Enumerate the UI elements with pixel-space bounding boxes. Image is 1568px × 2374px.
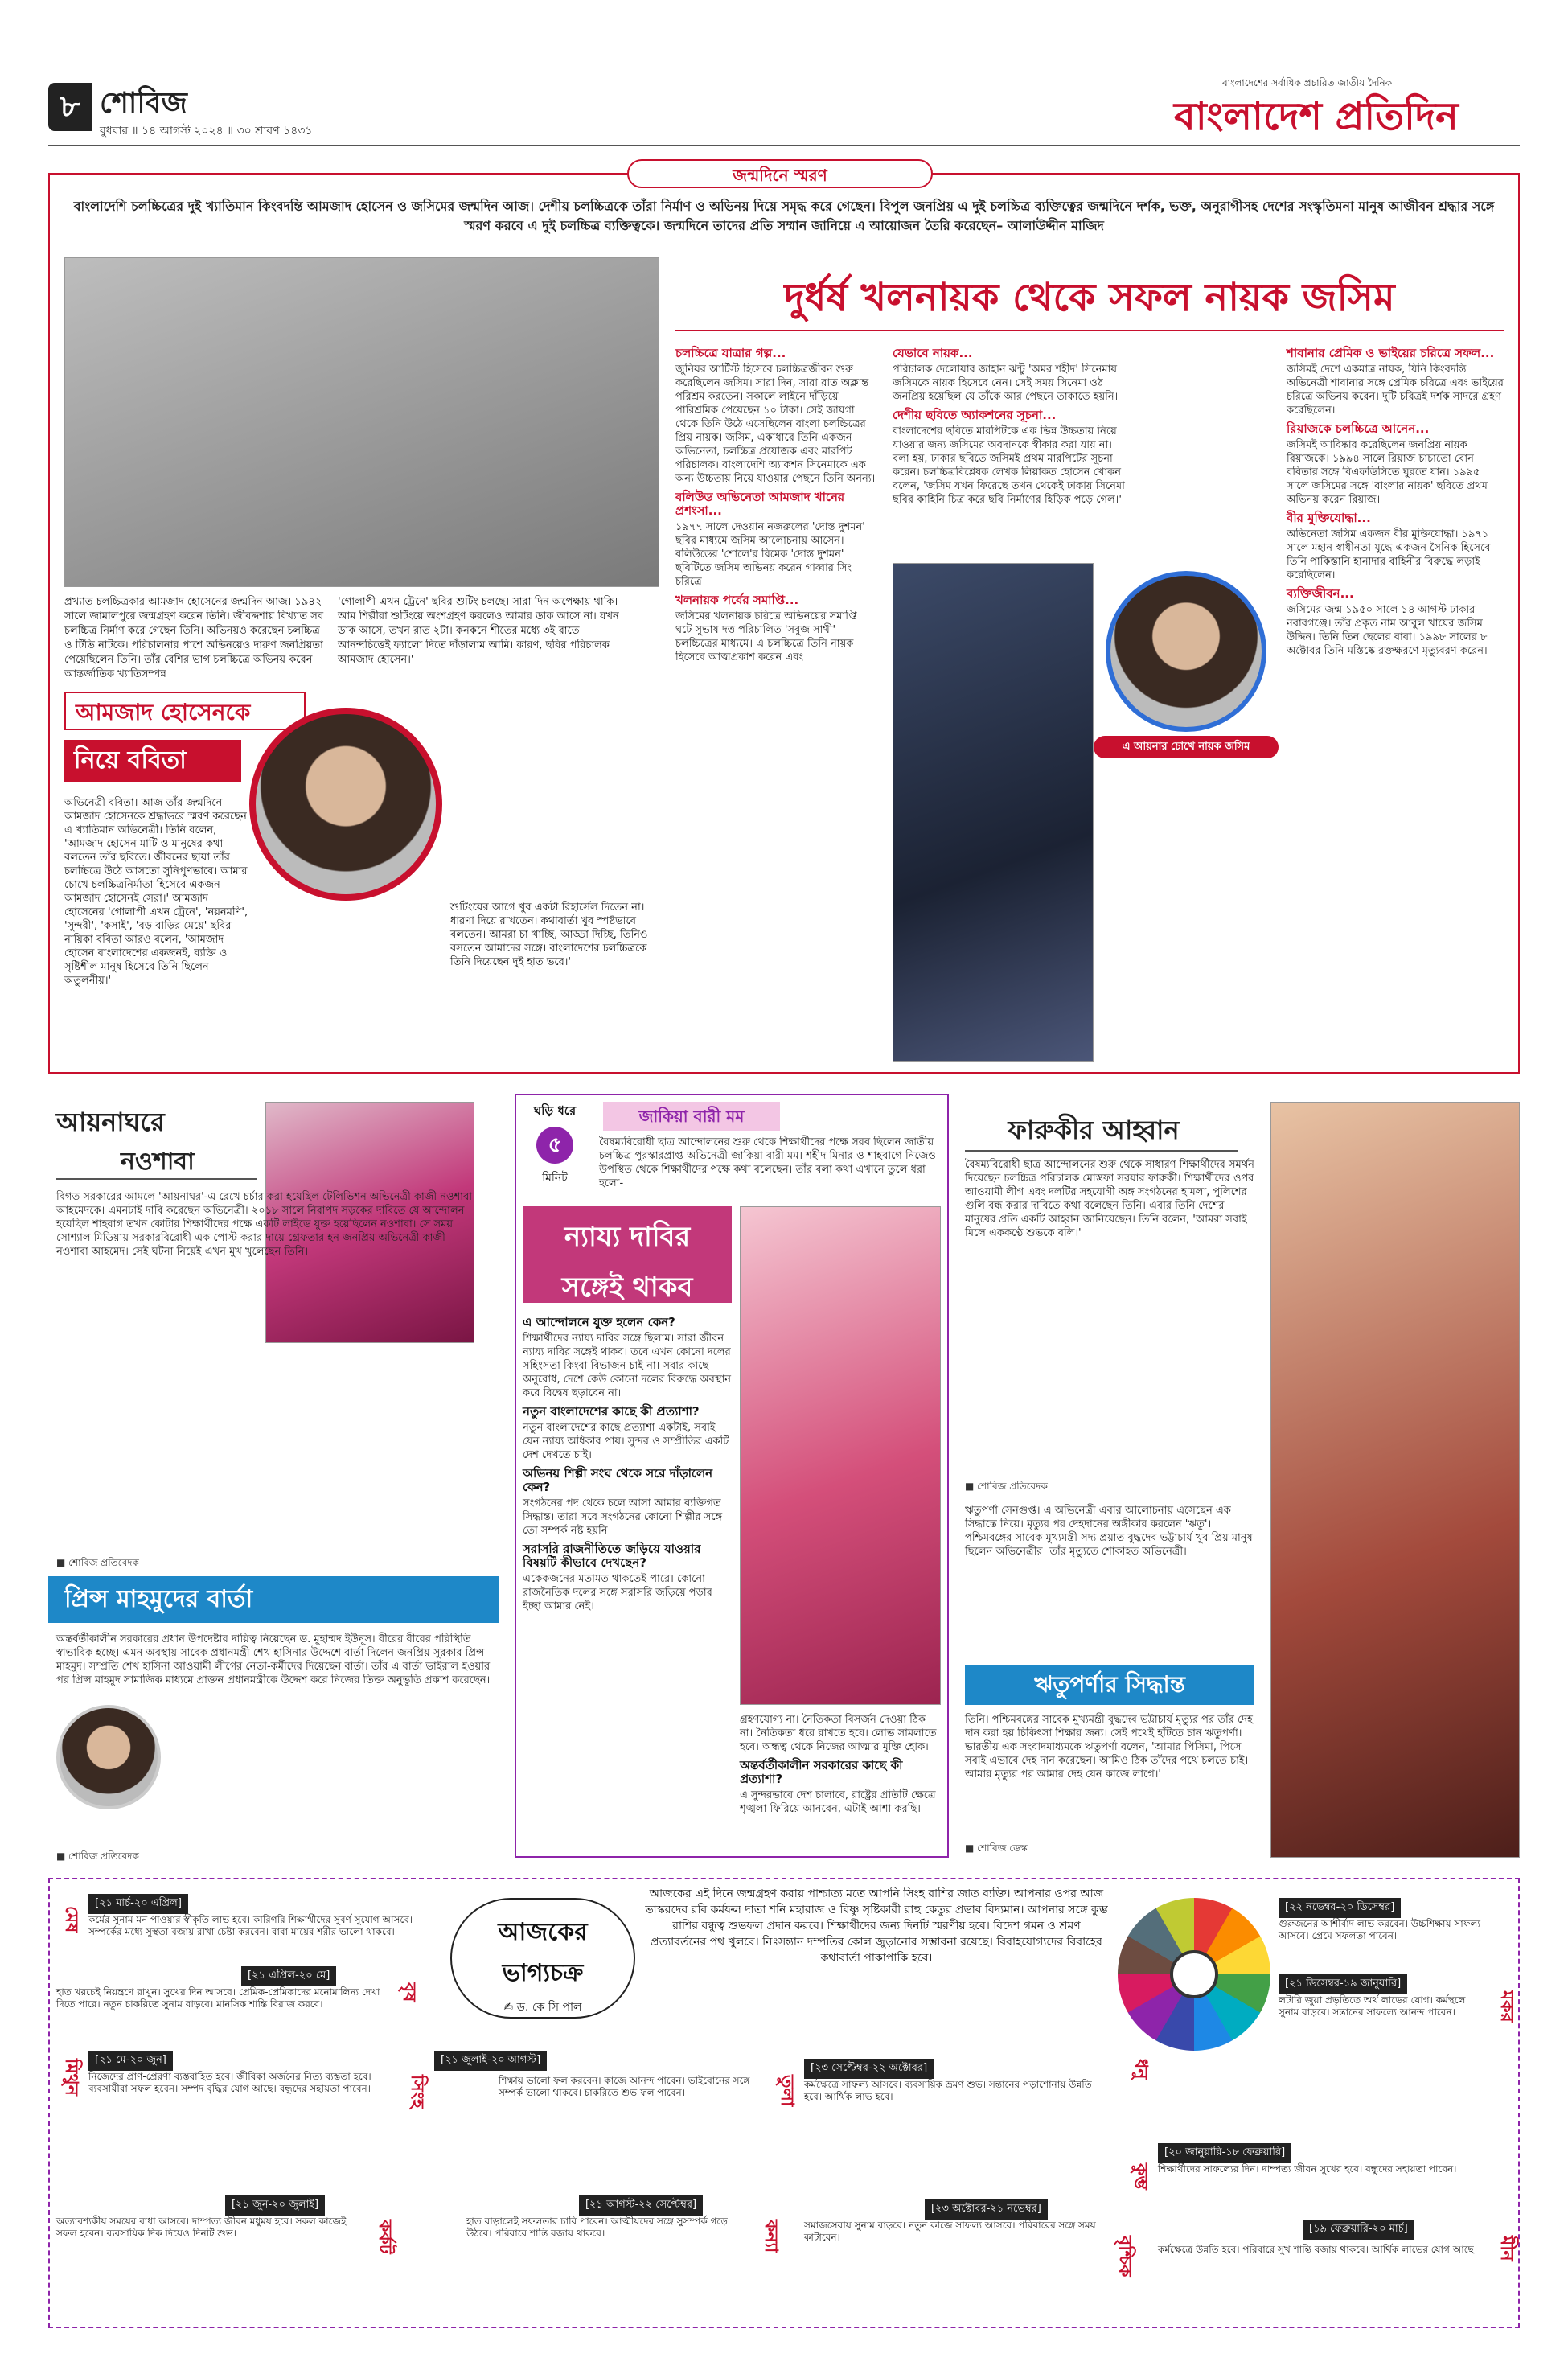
sign-text-pisces: কর্মক্ষেত্রে উন্নতি হবে। পরিবারে সুখ শান্তি বজায় থাকবে। আর্থিক লাভের যোগ আছে। xyxy=(1158,2244,1478,2255)
farukee-title: ফারুকীর আহ্বান xyxy=(1008,1115,1180,1145)
sign-name-capricorn: মকর xyxy=(1496,1990,1517,2023)
timer-label: ঘড়ি ধরে xyxy=(533,1103,577,1118)
jasim-s1-title: চলচ্চিত্রে যাত্রার গল্প... xyxy=(675,346,786,360)
sign-name-pisces: মীন xyxy=(1496,2236,1517,2261)
sign-dates-virgo: [২১ আগস্ট-২২ সেপ্টেম্বর] xyxy=(579,2195,703,2216)
header-rule xyxy=(48,145,1520,146)
sign-text-capricorn: লটারি জুয়া প্রভৃতিতে অর্থ লাভের যোগ। কর্মস্থলে সুনাম বাড়বে। সন্তানের সাফল্যে আনন্দ পাবেন। xyxy=(1279,1994,1466,2018)
jasim-column-3 xyxy=(1287,342,1504,661)
page-header xyxy=(48,76,1520,141)
sign-text-virgo: হাত বাড়ালেই সফলতার চাবি পাবেন। আত্মীয়দের সঙ্গে সুসম্পর্ক গড়ে উঠবে। পরিবারে শান্তি বজায় থাকবে। xyxy=(466,2216,728,2239)
zakia-q5: অন্তর্বর্তীকালীন সরকারের কাছে কী প্রত্যাশা? xyxy=(740,1758,903,1786)
zakia-a5-prev: গ্রহণযোগ্য না। নৈতিকতা বিসর্জন দেওয়া ঠিক না। নৈতিকতা ধরে রাখতে হবে। লোভ সামলাতে হবে। অন্ধত্ব থেকে নিজের আত্মার মুক্তি হোক। xyxy=(740,1714,937,1753)
sign-name-scorpio: বৃশ্চিক xyxy=(1114,2236,1135,2277)
jasim-s7-title: রিয়াজকে চলচ্চিত্রে আনেন... xyxy=(1287,421,1430,436)
page-number-badge: ৮ xyxy=(48,83,92,131)
farukee-credit: ■ শোবিজ প্রতিবেদক xyxy=(965,1481,1048,1492)
sign-dates-capricorn: [২১ ডিসেম্বর-১৯ জানুয়ারি] xyxy=(1279,1974,1407,1994)
horoscope-intro: আজকের এই দিনে জন্মগ্রহণ করায় পাশ্চাত্য মতে আপনি সিংহ রাশির জাত ব্যক্তি। আপনার ওপর আজ ভাস্করদেব রবি কর্মফল দাতা শনি মহারাজ ও বিষ্ণু সৃষ্টিকারী রাহু কেতুর প্রভাব বিদ্যমান। আপনার সঙ্গে কুম্ভ রাশির বন্ধুত্ব শুভফল প্রদান করবে। শিক্ষার্থীদের জন্য দিনটি স্মরণীয় হবে। বিদেশ গমন ও শ্রমণ প্রত্যাবর্তনের পথ খুলবে। নিঃসন্তান দম্পতির কোল জুড়ানোর সম্ভাবনা রয়েছে। বিবাহযোগ্যদের বিবাহের কথাবার্তা পাকাপাকি হবে। xyxy=(645,1887,1108,1965)
sign-name-cancer: কর্কট xyxy=(375,2220,395,2254)
ayna-title-1: আয়নাঘরে xyxy=(56,1107,165,1137)
prince-title: প্রিন্স মাহমুদের বার্তা xyxy=(48,1576,499,1623)
sign-text-cancer: অত্যাবশ্যকীয় সময়ের বাধা আসবে। দাম্পত্য জীবন মধুময় হবে। সকল কাজেই সফল হবেন। ব্যবসায়িক দিক দিয়েও দিনটি শুভ। xyxy=(56,2216,347,2239)
zakia-photo xyxy=(740,1206,941,1705)
horoscope-title-box xyxy=(450,1898,635,2019)
tribute-intro: বাংলাদেশি চলচ্চিত্রের দুই খ্যাতিমান কিংবদন্তি আমজাদ হোসেন ও জসিমের জন্মদিন আজ। দেশীয় চলচ্চিত্রকে তাঁরা নির্মাণ ও অভিনয় দিয়ে সমৃদ্ধ করে গেছেন। বিপুল জনপ্রিয় এ দুই চলচ্চিত্র ব্যক্তিত্বের জন্মদিনে দর্শক, ভক্ত, অনুরাগীসহ দেশের সংস্কৃতিমনা মানুষ আজীবন শ্রদ্ধার সঙ্গে স্মরণ করবে এ দুই চলচ্চিত্র ব্যক্তিত্বকে। জন্মদিনে তাদের প্রতি সম্মান জানিয়ে এ আয়োজন তৈরি করেছেন– আলাউদ্দীন মাজিদ xyxy=(73,199,1495,233)
farukee-text: বৈষম্যবিরোধী ছাত্র আন্দোলনের শুরু থেকে সাধারণ শিক্ষার্থীদের সমর্থন দিয়েছেন চলচ্চিত্র পরিচালক মোস্তফা সরয়ার ফারুকী। শিক্ষার্থীদের ওপর আওয়ামী লীগ এবং দলটির সহযোগী অঙ্গ সংগঠনের হামলা, পুলিশের গুলি বন্ধ করার দাবিতে কথা বলেছেন তিনি। এবার তিনি দেশের মানুষের প্রতি একটি আহ্বান জানিয়েছেন। তিনি বলেন, 'আমরা সবাই মিলে এককণ্ঠে শুভকে বলি।' xyxy=(965,1159,1254,1239)
sign-dates-leo: [২১ জুলাই-২০ আগস্ট] xyxy=(434,2051,547,2071)
amjad-caption-2: 'গোলাপী এখন ট্রেনে' ছবির শুটিং চলছে। সারা দিন অপেক্ষায় থাকি। আম শিল্পীরা শুটিংয়ে অংশগ্রহণ করলেও আমার ডাক আসে না। যখন ডাক আসে, তখন রাত ২টা। কনকনে শীতের মধ্যে ৩ই রাতে আনন্দচিত্তেই ফ্যালো দিতে দাঁড়ালাম আমি। কারণ, ছবির পরিচালক আমজাদ হোসেন।' xyxy=(338,596,619,666)
horoscope-author: ✍ ড. কে সি পাল xyxy=(503,2001,582,2014)
jasim-column-2 xyxy=(893,342,1126,510)
prince-text: অন্তর্বর্তীকালীন সরকারের প্রধান উপদেষ্টার দায়িত্ব নিয়েছেন ড. মুহাম্মদ ইউনূস। বীরের বীরের পরিস্থিতি স্বাভাবিক হচ্ছে। এমন অবস্থায় সাবেক প্রধানমন্ত্রী শেখ হাসিনার উদ্দেশে বার্তা দিলেন জনপ্রিয় সুরকার প্রিন্স মাহমুদ। সম্প্রতি শেখ হাসিনা আওয়ামী লীগের নেতা-কর্মীদের দিয়েছেন বার্তা। তাঁর এ বার্তা ভাইরাল হওয়ার পর প্রিন্স মাহমুদ সামাজিক মাধ্যমে প্রাক্তন প্রধানমন্ত্রীকে উদ্দেশ করে নিজের তিক্ত অনুভূতি প্রকাশ করেছেন। xyxy=(56,1633,491,1686)
sign-text-gemini: নিজেদের প্রাণ-প্রেরণা ব্যস্তবাহিত হবে। জীবিকা অর্জনের নিত্য ব্যস্ততা হবে। ব্যবসায়ীরা সফল হবেন। সম্পদ বৃদ্ধির যোগ আছে। বন্ধুদের সহায়তা পাবেন। xyxy=(88,2071,371,2094)
sign-dates-taurus: [২১ এপ্রিল-২০ মে] xyxy=(241,1966,336,1986)
sign-text-taurus: হাত খরচেই নিয়ন্ত্রণে রাখুন। সুখের দিন আসবে। প্রেমিক-প্রেমিকাদের মনোমালিন্য দেখা দিতে পারে। নতুন চাকরিতে সুনাম বাড়বে। মানসিক শান্তি বিরাজ করবে। xyxy=(56,1986,380,2010)
jasim-s8-title: বীর মুক্তিযোদ্ধা... xyxy=(1287,511,1371,525)
jasim-s1-text: জুনিয়র আর্টিস্ট হিসেবে চলচ্চিত্রজীবন শুরু করেছিলেন জসিম। সারা দিন, সারা রাত অক্লান্ত পরিশ্রম করতেন। সকালে লাইনে দাঁড়িয়ে পারিশ্রমিক পেয়েছেন ১০ টাকা। সেই জায়গা থেকে তিনি উঠে এসেছিলেন বাংলা চলচ্চিত্রের প্রিয় নায়ক। জসিম, একাধারে তিনি একজন অভিনেতা, চলচ্চিত্র প্রযোজক এবং মারপিট পরিচালক। বাংলাদেশি অ্যাকশন সিনেমাকে এক অন্য উচ্চতায় নিয়ে যাওয়ার পেছনে তিনি অনন্য। xyxy=(675,363,876,485)
timer-value: ৫ xyxy=(536,1127,573,1164)
farukee-rule xyxy=(965,1150,1238,1152)
jasim-s4-text: পরিচালক দেলোয়ার জাহান ঝন্টু 'অমর শহীদ' সিনেমায় জসিমকে নায়ক হিসেবে নেন। সেই সময় সিনেমা ওঠ জনপ্রিয় হয়েছিল যে তাঁকে আর পেছনে তাকাতে হয়নি। xyxy=(893,363,1119,403)
jasim-s6-text: জসিমই দেশে একমাত্র নায়ক, যিনি কিংবদন্তি অভিনেত্রী শাবানার সঙ্গে প্রেমিক চরিত্রে এবং ভাইয়ের চরিত্রে অভিনয় করেন। দুটি চরিত্রই দর্শক সাদরে গ্রহণ করেছিলেন। xyxy=(1287,363,1504,417)
zakia-q2: নতুন বাংলাদেশের কাছে কী প্রত্যাশা? xyxy=(523,1404,700,1419)
sign-dates-libra: [২৩ সেপ্টেম্বর-২২ অক্টোবর] xyxy=(804,2059,934,2079)
sign-name-taurus: বৃষ xyxy=(399,1982,419,2002)
prince-credit: ■ শোবিজ প্রতিবেদক xyxy=(56,1850,139,1862)
zodiac-wheel-center-icon xyxy=(1170,1950,1218,1998)
zakia-qa-right xyxy=(740,1713,941,1819)
zakia-name-tag: জাকিয়া বারী মম xyxy=(603,1102,780,1131)
sign-text-sagittarius: গুরুজনের আশীর্বাদ লাভ করবেন। উচ্চশিক্ষায় সাফল্য আসবে। প্রেমে সফলতা পাবেন। xyxy=(1279,1918,1480,1941)
jasim-s8-text: অভিনেতা জসিম একজন বীর মুক্তিযোদ্ধা। ১৯৭১ সালে মহান স্বাধীনতা যুদ্ধে একজন সৈনিক হিসেবে তিনি পাকিস্তানি হানাদার বাহিনীর বিরুদ্ধে লড়াই করেছিলেন। xyxy=(1287,528,1491,581)
sign-dates-gemini: [২১ মে-২০ জুন] xyxy=(88,2051,173,2071)
rituparna-text-1: ঋতুপর্ণা সেনগুপ্ত। এ অভিনেত্রী এবার আলোচনায় এসেছেন এক সিদ্ধান্তে নিয়ে। মৃত্যুর পর দেহদানের অঙ্গীকার করলেন 'ঋতু'। পশ্চিমবঙ্গের সাবেক মুখ্যমন্ত্রী সদ্য প্রয়াত বুদ্ধদেব ভট্টাচার্য খুব প্রিয় মানুষ ছিলেন অভিনেত্রীর। তাঁর মৃত্যুতে শোকাহত অভিনেত্রী। xyxy=(965,1505,1253,1558)
sign-dates-aries: [২১ মার্চ-২০ এপ্রিল] xyxy=(88,1894,188,1914)
sign-name-aquarius: কুম্ভ xyxy=(1131,2163,1151,2190)
sign-name-virgo: কন্যা xyxy=(761,2220,781,2253)
jasim-s9-text: জসিমের জন্ম ১৯৫০ সালে ১৪ আগস্ট ঢাকার নবাবগঞ্জে। তাঁর প্রকৃত নাম আবুল খায়ের জসিম উদ্দিন। তিনি তিন ছেলের বাবা। ১৯৯৮ সালের ৮ অক্টোবর তিনি মস্তিষ্কে রক্তক্ষরণে মৃত্যুবরণ করেন। xyxy=(1287,604,1488,657)
zakia-headline xyxy=(523,1206,732,1303)
zakia-a4: একেকজনের মতামত থাকতেই পারে। কোনো রাজনৈতিক দলের সঙ্গে সরাসরি জড়িয়ে পড়ার ইচ্ছা আমার নেই। xyxy=(523,1573,712,1612)
jasim-s5-text: বাংলাদেশের ছবিতে মারপিটকে এক ভিন্ন উচ্চতায় নিয়ে যাওয়ার জন্য জসিমের অবদানকে স্বীকার করা যায় না। বলা হয়, ঢাকার ছবিতে জসিমই প্রথম মারপিটের সূচনা করেন। চলচ্চিত্রবিশ্লেষক লেখক লিয়াকত হোসেন খোকন বলেন, 'জসিম যখন ফিরেছে তখন থেকেই ঢাকায় সিনেমা ছবির কাহিনি চিত্র করে ছবি নির্মাণের হিড়িক পড়ে গেল।' xyxy=(893,425,1125,506)
timer-badge xyxy=(523,1102,587,1198)
jasim-s7-text: জসিমই আবিষ্কার করেছিলেন জনপ্রিয় নায়ক রিয়াজকে। ১৯৯৪ সালে রিয়াজ চাচাতো বোন ববিতার সঙ্গে বিএফডিসিতে ঘুরতে যান। ১৯৯৫ সালে জসিমের সঙ্গে 'বাংলার নায়ক' ছবিতে প্রথম অভিনয় করেন রিয়াজ। xyxy=(1287,439,1488,506)
sign-dates-pisces: [১৯ ফেব্রুয়ারি-২০ মার্চ] xyxy=(1303,2220,1414,2240)
jasim-column-1 xyxy=(675,342,876,667)
masthead: বাংলাদেশ প্রতিদিন xyxy=(1174,94,1459,139)
timer-unit: মিনিট xyxy=(542,1172,568,1185)
rituparna-credit: ■ শোবিজ ডেস্ক xyxy=(965,1842,1028,1854)
jasim-main-photo xyxy=(893,563,1094,1062)
rituparna-photo xyxy=(1270,1102,1520,1858)
ayna-rule xyxy=(56,1178,257,1180)
zakia-headline-1: ন্যায্য দাবির xyxy=(564,1221,691,1253)
zakia-headline-2: সঙ্গেই থাকব xyxy=(561,1271,693,1304)
zakia-a5: এ সুন্দরভাবে দেশ চালাবে, রাষ্ট্রের প্রতিটি ক্ষেত্রে শৃঙ্খলা ফিরিয়ে আনবেন, এটাই আশা করছি। xyxy=(740,1789,936,1815)
ayna-credit: ■ শোবিজ প্রতিবেদক xyxy=(56,1557,139,1568)
sign-text-scorpio: সমাজসেবায় সুনাম বাড়বে। নতুন কাজে সাফল্য আসবে। পরিবারের সঙ্গে সময় কাটাবেন। xyxy=(804,2220,1096,2243)
horoscope-title-1: আজকের xyxy=(498,1918,588,1946)
sign-text-libra: কর্মক্ষেত্রে সাফল্য আসবে। ব্যবসায়িক ভ্রমণ শুভ। সন্তানের পড়াশোনায় উন্নতি হবে। আর্থিক লাভ হবে। xyxy=(804,2079,1092,2102)
sign-name-libra: তুলা xyxy=(777,2075,797,2107)
rituparna-text-2: তিনি। পশ্চিমবঙ্গের সাবেক মুখ্যমন্ত্রী বুদ্ধদেব ভট্টাচার্য মৃত্যুর পর তাঁর দেহ দান করা হয় চিকিৎসা শিক্ষার জন্য। সেই পথেই হাঁটতে চান ঋতুপর্ণা। ভারতীয় এক সংবাদমাধ্যমকে ঋতুপর্ণা বলেন, 'আমার পিসিমা, পিসে সবাই এভাবে দেহ দান করেছেন। আমিও ঠিক তাঁদের পথে চলতে চাই। আমার মৃত্যুর পর আমার দেহ যেন কাজে লাগে।' xyxy=(965,1714,1253,1780)
jasim-s2-text: ১৯৭৭ সালে দেওয়ান নজরুলের 'দোস্ত দুশমন' ছবির মাধ্যমে জসিম আলোচনায় আসেন। বলিউডের 'শোলে'র রিমেক 'দোস্ত দুশমন' ছবিটিতে জসিম অভিনয় করেন গাব্বার সিং চরিত্রে। xyxy=(675,521,865,588)
zakia-a1: শিক্ষার্থীদের ন্যায্য দাবির সঙ্গে ছিলাম। সারা জীবন ন্যায্য দাবির সঙ্গেই থাকব। তবে এখন কোনো দলের সহিংসতা কিংবা বিভাজন চাই না। সবার কাছে অনুরোধ, দেশে কেউ কোনো দলের বিরুদ্ধে অবস্থান করে বিদ্বেষ ছড়াবেন না। xyxy=(523,1333,731,1399)
horoscope-title-2: ভাগ্যচক্র xyxy=(502,1959,584,1987)
section-name: শোবিজ xyxy=(100,87,187,120)
masthead-tagline: বাংলাদেশের সর্বাধিক প্রচারিত জাতীয় দৈনিক xyxy=(1222,77,1393,88)
ayna-title-2: নওশাবা xyxy=(121,1148,195,1176)
jasim-s9-title: ব্যক্তিজীবন... xyxy=(1287,586,1354,601)
jasim-s5-title: দেশীয় ছবিতে অ্যাকশনের সূচনা... xyxy=(893,408,1057,422)
zakia-intro: বৈষম্যবিরোধী ছাত্র আন্দোলনের শুরু থেকে শিক্ষার্থীদের পক্ষে সরব ছিলেন জাতীয় চলচ্চিত্র পুরস্কারপ্রাপ্ত অভিনেত্রী জাকিয়া বারী মম। শহীদ মিনার ও শাহবাগে নিজেও উপস্থিত থেকে শিক্ষার্থীদের পক্ষে কথা বলেছেন। তাঁর বলা কথা এখানে তুলে ধরা হলো- xyxy=(599,1136,936,1189)
tribute-headline: দুর্ধর্ষ খলনায়ক থেকে সফল নায়ক জসিম xyxy=(784,275,1395,320)
amjad-caption: প্রখ্যাত চলচ্চিত্রকার আমজাদ হোসেনের জন্মদিন আজ। ১৯৪২ সালে জামালপুরে জন্মগ্রহণ করেন তিনি। জীবদ্দশায় বিখ্যাত সব চলচ্চিত্র নির্মাণ করে গেছেন তিনি। অভিনয়ও করেছেন চলচ্চিত্র ও টিভি নাটকে। পরিচালনার পাশে অভিনয়েও দারুণ জনপ্রিয়তা পেয়েছিলেন তিনি। তাঁর বেশির ভাগ চলচ্চিত্রে অভিনয় করেন আন্তর্জাতিক খ্যাতিসম্পন্ন xyxy=(64,596,324,680)
sign-text-leo: শিক্ষায় ভালো ফল করবেন। কাজে আনন্দ পাবেন। ভাইবোনের সঙ্গে সম্পর্ক ভালো থাকবে। চাকরিতে শুভ ফল পাবেন। xyxy=(499,2075,750,2098)
sign-dates-sagittarius: [২২ নভেম্বর-২০ ডিসেম্বর] xyxy=(1279,1898,1401,1918)
bobita-text: অভিনেত্রী ববিতা। আজ তাঁর জন্মদিনে আমজাদ হোসেনকে শ্রদ্ধাভরে স্মরণ করেছেন এ খ্যাতিমান অভিনেত্রী। তিনি বলেন, 'আমজাদ হোসেন মাটি ও মানুষের কথা বলতেন তাঁর ছবিতে। জীবনের ছায়া তাঁর চলচ্চিত্রে উঠে আসতো সুনিপুণভাবে। আমার চোখে চলচ্চিত্রনির্মাতা হিসেবে একজন আমজাদ হোসেনই সেরা।' আমজাদ হোসেনের 'গোলাপী এখন ট্রেনে', 'নয়নমণি', 'সুন্দরী', 'কসাই', 'বড় বাড়ির মেয়ে' ছবির নায়িকা ববিতা আরও বলেন, 'আমজাদ হোসেন বাংলাদেশের একজনই, ব্যক্তি ও সৃষ্টিশীল মানুষ হিসেবে তিনি ছিলেন অতুলনীয়।' xyxy=(64,797,248,987)
jasim-s3-title: খলনায়ক পর্বের সমাপ্তি... xyxy=(675,593,799,607)
jasim-s6-title: শাবানার প্রেমিক ও ভাইয়ের চরিত্রে সফল... xyxy=(1287,346,1495,360)
sign-dates-aquarius: [২০ জানুয়ারি-১৮ ফেব্রুয়ারি] xyxy=(1158,2143,1291,2163)
zakia-q3: অভিনয় শিল্পী সংঘ থেকে সরে দাঁড়ালেন কেন? xyxy=(523,1466,713,1494)
sign-text-aquarius: শিক্ষার্থীদের সাফল্যের দিন। দাম্পত্য জীবন সুখের হবে। বন্ধুদের সহায়তা পাবেন। xyxy=(1158,2163,1457,2175)
jasim-s3-text: জসিমের খলনায়ক চরিত্রে অভিনয়ের সমাপ্তি ঘটে সুভাষ দত্ত পরিচালিত 'সবুজ সাথী' চলচ্চিত্রের মাধ্যমে। এ চলচ্চিত্রে তিনি নায়ক হিসেবে আত্মপ্রকাশ করেন এবং xyxy=(675,610,857,663)
sign-name-leo: সিংহ xyxy=(407,2075,427,2109)
jasim-inset-portrait xyxy=(1106,571,1266,732)
zakia-q1: এ আন্দোলনে যুক্ত হলেন কেন? xyxy=(523,1315,675,1329)
sign-name-sagittarius: ধনু xyxy=(1131,2059,1151,2080)
amjad-bobita-photo xyxy=(64,257,659,587)
jasim-s2-title: বলিউড অভিনেতা আমজাদ খানের প্রশংসা... xyxy=(675,490,845,518)
zakia-q4: সরাসরি রাজনীতিতে জড়িয়ে যাওয়ার বিষয়টি কীভাবে দেখছেন? xyxy=(523,1542,701,1570)
zakia-a3: সংগঠনের পদ থেকে চলে আসা আমার ব্যক্তিগত সিদ্ধান্ত। তারা সবে সংগঠনের কোনো শিল্পীর সঙ্গে তো সম্পর্ক নষ্ট হয়নি। xyxy=(523,1497,723,1537)
rituparna-title: ঋতুপর্ণার সিদ্ধান্ত xyxy=(965,1665,1254,1705)
tribute-tag: জন্মদিনে স্মরণ xyxy=(627,159,933,188)
sign-text-aries: কর্মের সুনাম মন পাওয়ার স্বীকৃতি লাভ হবে। কারিগরি শিক্ষার্থীদের সুবর্ণ সুযোগ আসবে। সম্পর্কের মধ্যে সুস্থতা বজায় রাখা চেষ্টা করবেন। বাবা মায়ের শরীর ভালো থাকবে। xyxy=(88,1914,413,1937)
sign-name-aries: মেষ xyxy=(61,1906,81,1933)
dateline: বুধবার ॥ ১৪ আগস্ট ২০২৪ ॥ ৩০ শ্রাবণ ১৪৩১ xyxy=(100,125,313,138)
bobita-label-2: নিয়ে ববিতা xyxy=(64,740,241,782)
prince-portrait xyxy=(56,1705,161,1809)
ayna-text: বিগত সরকারের আমলে 'আয়নাঘর'-এ রেখে চর্চার করা হয়েছিল টেলিভিশন অভিনেত্রী কাজী নওশাবা আহমেদকে। এমনটাই দাবি করেছেন অভিনেত্রী। ২০১৮ সালে নিরাপদ সড়কের দাবিতে যে আন্দোলন হয়েছিল শাহবাগ তখন কোটার শিক্ষার্থীদের পক্ষে একটি লাইভে যুক্ত হয়েছিলেন নওশাবা। সে সময় সোশ্যাল মিডিয়ায় সরকারবিরোধী এক পোস্ট করার দায়ে গ্রেফতার হন জনপ্রিয় অভিনেত্রী কাজী নওশাবা আহমেদ। সেই ঘটনা নিয়েই এখন মুখ খুলেছেন তিনি। xyxy=(56,1191,473,1258)
amjad-portrait xyxy=(249,708,442,901)
zakia-qa xyxy=(523,1311,732,1616)
bobita-text-2: শুটিংয়ের আগে খুব একটা রিহার্সেল দিতেন না। ধারণা দিয়ে রাখতেন। কথাবার্তা খুব স্পষ্টভাবে বলতেন। আমরা চা খাচ্ছি, আড্ডা দিচ্ছি, তিনিও বসতেন আমাদের সঙ্গে। বাংলাদেশের চলচ্চিত্রকে তিনি দিয়েছেন দুই হাত ভরে।' xyxy=(450,902,648,968)
jasim-inset-label: এ আয়নার চোখে নায়ক জসিম xyxy=(1094,736,1279,758)
sign-dates-cancer: [২১ জুন-২০ জুলাই] xyxy=(225,2195,325,2216)
bobita-label-1: আমজাদ হোসেনকে xyxy=(64,692,306,730)
sign-name-gemini: মিথুন xyxy=(61,2059,81,2096)
jasim-s4-title: যেভাবে নায়ক... xyxy=(893,346,973,360)
headline-underline xyxy=(675,330,1504,331)
zakia-a2: নতুন বাংলাদেশের কাছে প্রত্যাশা একটাই, সবাই যেন ন্যায্য অধিকার পায়। সুন্দর ও সম্প্রীতির একটি দেশ দেখতে চাই। xyxy=(523,1422,729,1461)
sign-dates-scorpio: [২৩ অক্টোবর-২১ নভেম্বর] xyxy=(925,2199,1048,2220)
